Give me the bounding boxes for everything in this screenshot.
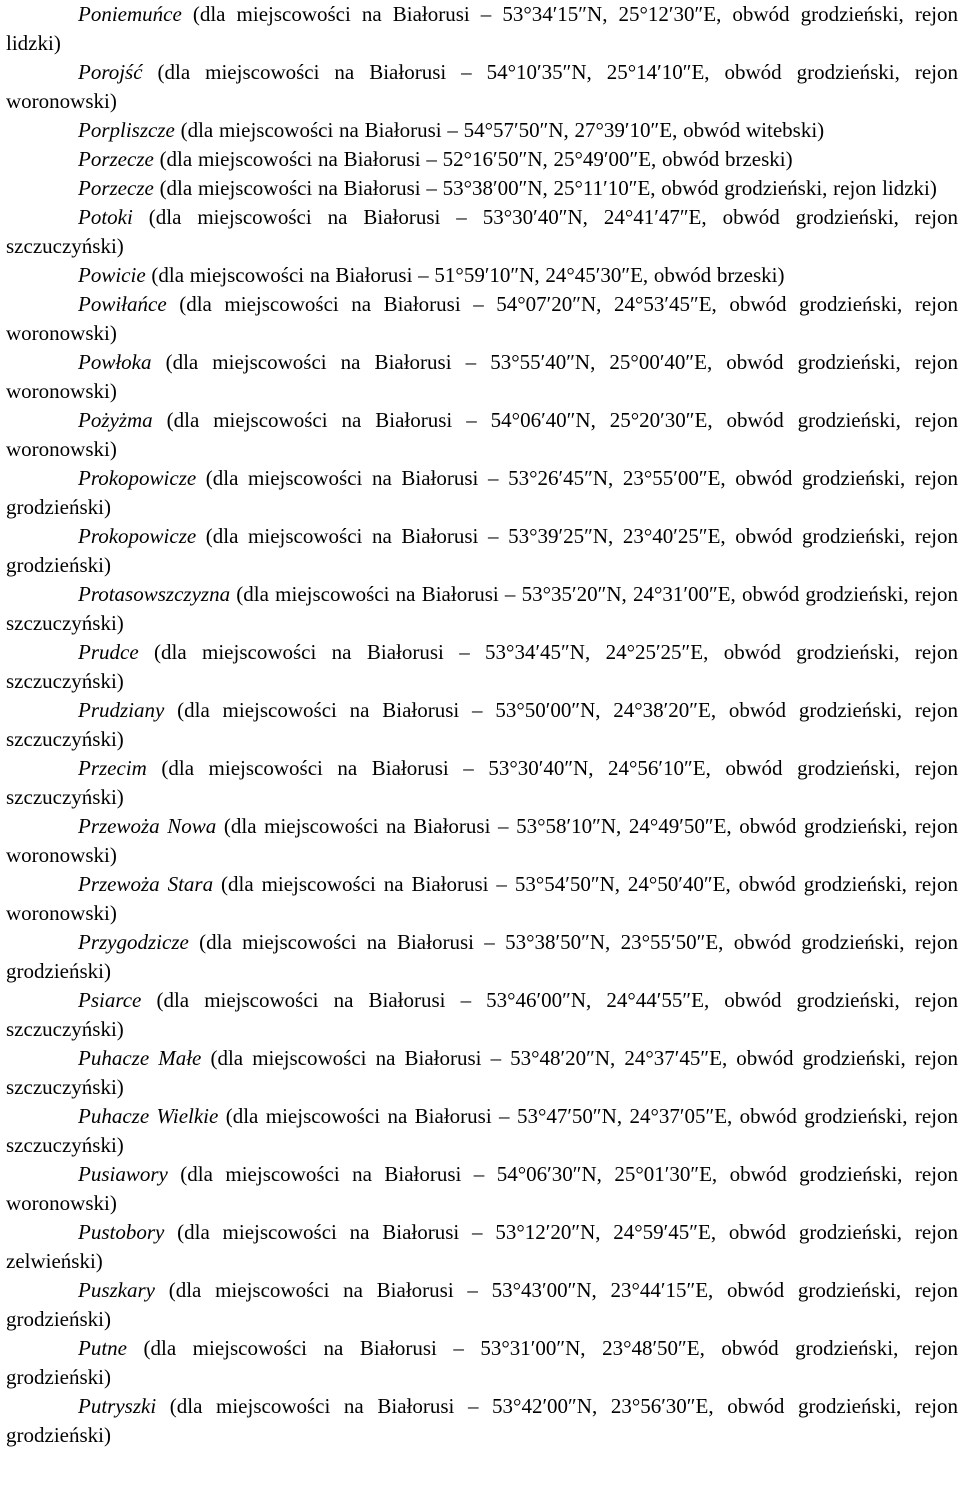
place-name: Putne [78,1336,127,1360]
place-entry [6,638,958,696]
place-entry [6,1218,958,1276]
place-description: (dla miejscowości na Białorusi – 53°55′40″N, 25°00′40″E, obwód grodzieński, rejon woronowski) [6,350,958,403]
place-description: (dla miejscowości na Białorusi – 54°10′35″N, 25°14′10″E, obwód grodzieński, rejon woronowski) [6,60,958,113]
place-entry [6,203,958,261]
place-description: (dla miejscowości na Białorusi – 53°42′00″N, 23°56′30″E, obwód grodzieński, rejon grodzieński) [6,1394,958,1447]
place-description: (dla miejscowości na Białorusi – 53°48′20″N, 24°37′45″E, obwód grodzieński, rejon szczuczyński) [6,1046,958,1099]
place-name: Potoki [78,205,133,229]
place-description: (dla miejscowości na Białorusi – 54°06′40″N, 25°20′30″E, obwód grodzieński, rejon woronowski) [6,408,958,461]
place-entry [6,580,958,638]
place-description: (dla miejscowości na Białorusi – 53°30′40″N, 24°41′47″E, obwód grodzieński, rejon szczuczyński) [6,205,958,258]
place-description: (dla miejscowości na Białorusi – 54°06′30″N, 25°01′30″E, obwód grodzieński, rejon woronowski) [6,1162,958,1215]
place-name: Porzecze [78,147,154,171]
place-description: (dla miejscowości na Białorusi – 53°26′45″N, 23°55′00″E, obwód grodzieński, rejon grodzieński) [6,466,958,519]
place-name: Puszkary [78,1278,155,1302]
place-description: (dla miejscowości na Białorusi – 53°30′40″N, 24°56′10″E, obwód grodzieński, rejon szczuczyński) [6,756,958,809]
place-name: Porpliszcze [78,118,175,142]
place-entry [6,116,958,145]
place-description: (dla miejscowości na Białorusi – 53°35′20″N, 24°31′00″E, obwód grodzieński, rejon szczuczyński) [6,582,958,635]
place-name: Powicie [78,263,146,287]
place-name: Pusiawory [78,1162,168,1186]
place-name: Porzecze [78,176,154,200]
place-name: Powiłańce [78,292,167,316]
place-entry [6,1276,958,1334]
place-description: (dla miejscowości na Białorusi – 52°16′50″N, 25°49′00″E, obwód brzeski) [153,147,793,171]
place-name: Prokopowicze [78,466,197,490]
place-entry [6,812,958,870]
place-description: (dla miejscowości na Białorusi – 53°38′50″N, 23°55′50″E, obwód grodzieński, rejon grodzieński) [6,930,958,983]
place-name: Pożyżma [78,408,153,432]
place-name: Porojść [78,60,143,84]
place-description: (dla miejscowości na Białorusi – 53°54′50″N, 24°50′40″E, obwód grodzieński, rejon woronowski) [6,872,958,925]
place-description: (dla miejscowości na Białorusi – 53°58′10″N, 24°49′50″E, obwód grodzieński, rejon woronowski) [6,814,958,867]
place-description: (dla miejscowości na Białorusi – 53°12′20″N, 24°59′45″E, obwód grodzieński, rejon zelwieński) [6,1220,958,1273]
place-name: Putryszki [78,1394,157,1418]
place-entry [6,754,958,812]
place-name: Przewoża Nowa [78,814,217,838]
place-description: (dla miejscowości na Białorusi – 54°57′50″N, 27°39′10″E, obwód witebski) [174,118,825,142]
place-name: Poniemuńce [78,2,182,26]
place-entry [6,1160,958,1218]
place-entry [6,145,958,174]
place-entry [6,0,958,58]
place-name: Psiarce [78,988,142,1012]
place-name: Pustobory [78,1220,165,1244]
place-description: (dla miejscowości na Białorusi – 53°43′00″N, 23°44′15″E, obwód grodzieński, rejon grodzieński) [6,1278,958,1331]
place-name: Puhacze Małe [78,1046,202,1070]
place-name: Przecim [78,756,147,780]
place-entry [6,522,958,580]
place-description: (dla miejscowości na Białorusi – 54°07′20″N, 24°53′45″E, obwód grodzieński, rejon woronowski) [6,292,958,345]
place-entry [6,406,958,464]
place-description: (dla miejscowości na Białorusi – 53°31′00″N, 23°48′50″E, obwód grodzieński, rejon grodzieński) [6,1336,958,1389]
place-description: (dla miejscowości na Białorusi – 53°46′00″N, 24°44′55″E, obwód grodzieński, rejon szczuczyński) [6,988,958,1041]
place-name: Przygodzicze [78,930,189,954]
place-description: (dla miejscowości na Białorusi – 53°38′00″N, 25°11′10″E, obwód grodzieński, rejon lidzki) [153,176,937,200]
place-entry [6,1102,958,1160]
place-entry [6,986,958,1044]
place-entry [6,1334,958,1392]
place-entry [6,290,958,348]
place-description: (dla miejscowości na Białorusi – 53°47′50″N, 24°37′05″E, obwód grodzieński, rejon szczuczyński) [6,1104,958,1157]
place-entry [6,261,958,290]
place-entry [6,348,958,406]
place-name: Prudce [78,640,139,664]
place-name: Puhacze Wielkie [78,1104,219,1128]
place-entry [6,1392,958,1450]
place-entry [6,464,958,522]
place-name: Protasowszczyzna [78,582,231,606]
place-entry [6,696,958,754]
place-name: Powłoka [78,350,152,374]
place-entry [6,870,958,928]
place-entry [6,1044,958,1102]
place-name: Prudziany [78,698,165,722]
place-name: Przewoża Stara [78,872,214,896]
place-entry [6,928,958,986]
place-description: (dla miejscowości na Białorusi – 53°34′45″N, 24°25′25″E, obwód grodzieński, rejon szczuczyński) [6,640,958,693]
place-description: (dla miejscowości na Białorusi – 51°59′10″N, 24°45′30″E, obwód brzeski) [145,263,785,287]
place-description: (dla miejscowości na Białorusi – 53°50′00″N, 24°38′20″E, obwód grodzieński, rejon szczuczyński) [6,698,958,751]
place-description: (dla miejscowości na Białorusi – 53°34′15″N, 25°12′30″E, obwód grodzieński, rejon lidzki) [6,2,958,55]
place-entry [6,58,958,116]
place-entry [6,174,958,203]
place-name: Prokopowicze [78,524,197,548]
place-description: (dla miejscowości na Białorusi – 53°39′25″N, 23°40′25″E, obwód grodzieński, rejon grodzieński) [6,524,958,577]
